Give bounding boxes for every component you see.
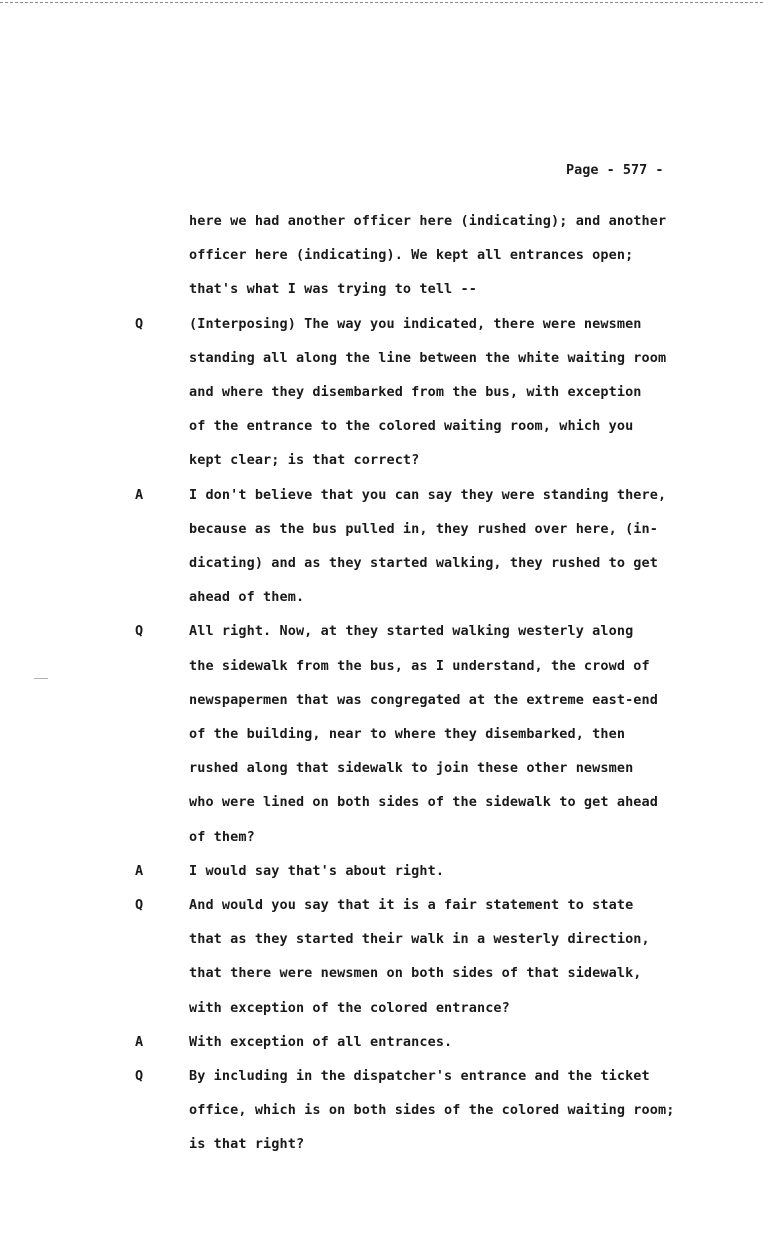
speaker-label: Q — [135, 897, 144, 913]
transcript-line: that as they started their walk in a westerly direction, — [189, 931, 650, 948]
transcript-line: of them? — [189, 828, 255, 845]
transcript-line: newspapermen that was congregated at the extreme east-end — [189, 691, 658, 708]
page-number: Page - 577 - — [566, 162, 664, 178]
transcript-line: here we had another officer here (indicating); and another — [189, 213, 667, 229]
transcript-line: All right. Now, at they started walking westerly along — [189, 623, 634, 640]
margin-mark — [34, 678, 48, 679]
transcript-line: that's what I was trying to tell -- — [189, 281, 477, 298]
transcript-line: dicating) and as they started walking, they rushed to get — [189, 555, 658, 571]
speaker-label: A — [135, 862, 144, 879]
transcript-line: of the entrance to the colored waiting room, which you — [189, 418, 634, 435]
transcript-line: with exception of the colored entrance? — [189, 999, 510, 1016]
transcript-line: And would you say that it is a fair statement to state — [189, 897, 634, 913]
transcript-line: and where they disembarked from the bus, with exception — [189, 384, 642, 400]
transcript-line: standing all along the line between the white waiting room — [189, 349, 667, 366]
transcript-line: ahead of them. — [189, 589, 305, 606]
transcript-line: because as the bus pulled in, they rushed over here, (in- — [189, 520, 658, 537]
transcript-line: of the building, near to where they disembarked, then — [189, 726, 626, 742]
transcript-line: By including in the dispatcher's entrance and the ticket — [189, 1068, 650, 1084]
speaker-label: Q — [135, 1068, 144, 1084]
transcript-line: (Interposing) The way you indicated, there were newsmen — [189, 315, 642, 332]
top-border-rule — [0, 2, 763, 3]
speaker-label: A — [135, 1033, 144, 1050]
transcript-line: I don't believe that you can say they were standing there, — [189, 486, 667, 503]
transcript-line: office, which is on both sides of the colored waiting room; — [189, 1102, 675, 1119]
speaker-label: Q — [135, 315, 144, 332]
speaker-label: A — [135, 486, 144, 503]
transcript-line: that there were newsmen on both sides of that sidewalk, — [189, 965, 642, 982]
speaker-label: Q — [135, 623, 144, 640]
transcript-line: the sidewalk from the bus, as I understand, the crowd of — [189, 657, 650, 674]
transcript-line: who were lined on both sides of the sidewalk to get ahead — [189, 794, 658, 811]
transcript-line: is that right? — [189, 1136, 305, 1153]
transcript-line: kept clear; is that correct? — [189, 452, 420, 469]
transcript-line: With exception of all entrances. — [189, 1033, 453, 1050]
transcript-line: I would say that's about right. — [189, 862, 445, 879]
transcript-line: officer here (indicating). We kept all entrances open; — [189, 247, 634, 264]
transcript-line: rushed along that sidewalk to join these other newsmen — [189, 760, 634, 777]
